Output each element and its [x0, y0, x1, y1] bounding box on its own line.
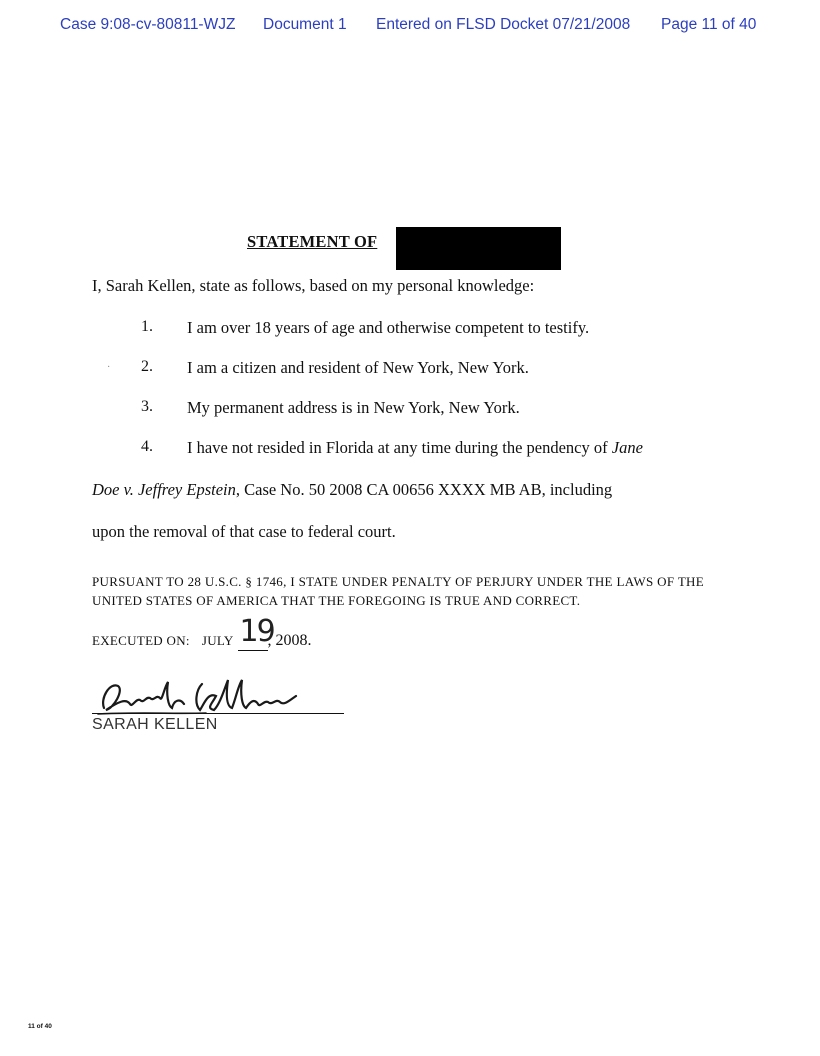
handwritten-signature	[96, 668, 346, 718]
case-number-text: , Case No. 50 2008 CA 00656 XXXX MB AB, including	[235, 480, 613, 499]
statement-title: STATEMENT OF	[247, 232, 378, 251]
case-number: Case 9:08-cv-80811-WJZ	[60, 16, 236, 33]
item-text: I am over 18 years of age and otherwise competent to testify.	[187, 318, 590, 337]
item-number: 4.	[141, 438, 153, 455]
redaction-block	[396, 227, 561, 270]
case-name: Doe v. Jeffrey Epstein	[92, 480, 236, 499]
page-footer: 11 of 40	[28, 1023, 52, 1030]
item-number: 2.	[141, 358, 153, 375]
page-indicator: Page 11 of 40	[661, 16, 757, 33]
execution-line	[92, 614, 312, 651]
docket-entry-date: Entered on FLSD Docket 07/21/2008	[376, 16, 631, 33]
perjury-declaration: PURSUANT TO 28 U.S.C. § 1746, I STATE UNDER PENALTY OF PERJURY UNDER THE LAWS OF THE UNITED STATES OF AMERICA THAT THE FOREGOING IS TRUE AND CORRECT.	[92, 574, 704, 608]
executed-year: , 2008.	[267, 632, 312, 649]
item-number: 1.	[141, 318, 153, 335]
item-text-main: I have not resided in Florida at any time during the pendency of	[187, 438, 608, 457]
scan-speck: ·	[107, 362, 111, 373]
item-number: 3.	[141, 398, 153, 415]
signature-line	[92, 713, 344, 714]
item-4-continuation	[92, 480, 612, 500]
item-4-continuation-2: upon the removal of that case to federal court.	[92, 522, 396, 541]
handwritten-day: 19	[239, 614, 274, 649]
executed-month: JULY	[201, 633, 234, 648]
signer-name: SARAH KELLEN	[92, 716, 218, 733]
executed-label: EXECUTED ON:	[92, 633, 190, 648]
intro-paragraph: I, Sarah Kellen, state as follows, based on my personal knowledge:	[92, 276, 535, 295]
item-text: I am a citizen and resident of New York, New York.	[187, 358, 529, 377]
case-name-start: Jane	[611, 438, 643, 457]
day-blank	[238, 614, 274, 651]
document-number: Document 1	[263, 16, 347, 33]
item-text	[187, 438, 643, 458]
item-text: My permanent address is in New York, New York.	[187, 398, 520, 417]
